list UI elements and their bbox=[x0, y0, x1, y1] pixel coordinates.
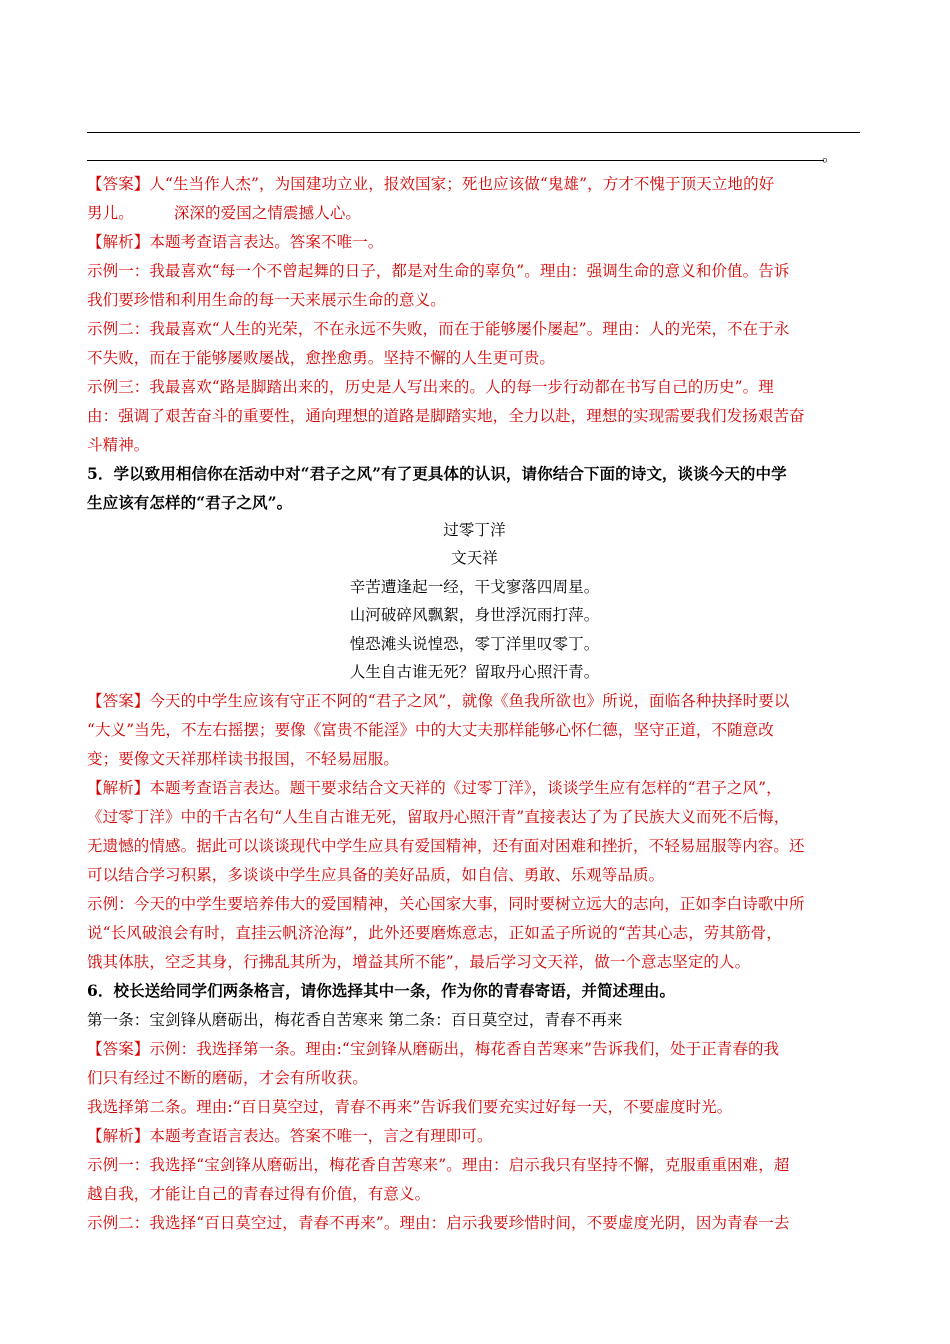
q5-answer-line-3: 变；要像文天祥那样读书报国，不轻易屈服。 bbox=[87, 750, 400, 768]
q6-example-1-line-1: 示例一：我选择“宝剑锋从磨砺出，梅花香自苦寒来”。理由：启示我只有坚持不懈，克服重重困难，超 bbox=[87, 1156, 790, 1174]
poem-line-1: 辛苦遭逢起一经，干戈寥落四周星。 bbox=[349, 578, 600, 596]
analysis-text: 本题考查语言表达。答案不唯一，言之有理即可。 bbox=[149, 1127, 493, 1145]
q5-question-line-2: 生应该有怎样的“君子之风”。 bbox=[87, 493, 293, 512]
poem-line-4: 人生自古谁无死？留取丹心照汗青。 bbox=[349, 663, 600, 681]
analysis-label: 【解析】 bbox=[87, 779, 150, 797]
q4-example-3-line-1: 示例三：我最喜欢“路是脚踏出来的，历史是人写出来的。人的每一步行动都在书写自己的历史”。理 bbox=[87, 378, 774, 396]
analysis-text: 本题考查语言表达。题干要求结合文天祥的《过零丁洋》，谈谈学生应有怎样的“君子之风”， bbox=[149, 779, 782, 797]
q5-question-line-1: 5．学以致用相信你在活动中对“君子之风”有了更具体的认识，请你结合下面的诗文，谈谈今天的中学 bbox=[87, 464, 787, 483]
q4-example-2-line-1: 示例二：我最喜欢“人生的光荣，不在永远不失败，而在于能够屡仆屡起”。理由：人的光荣，不在于永 bbox=[87, 320, 790, 338]
poem-line-3: 惶恐滩头说惶恐，零丁洋里叹零丁。 bbox=[349, 635, 600, 653]
q5-analysis-line-4: 可以结合学习积累，多谈谈中学生应具备的美好品质，如自信、勇敢、乐观等品质。 bbox=[87, 866, 665, 884]
q6-example-1-line-2: 越自我，才能让自己的青春过得有价值，有意义。 bbox=[87, 1185, 431, 1203]
answer-text: 深深的爱国之情震撼人心。 bbox=[173, 204, 362, 222]
q4-answer-line-2 bbox=[87, 203, 862, 223]
q6-analysis-line bbox=[87, 1126, 862, 1146]
analysis-text: 本题考查语言表达。答案不唯一。 bbox=[149, 233, 384, 251]
q6-answer-line-1 bbox=[87, 1039, 862, 1059]
analysis-label: 【解析】 bbox=[87, 1127, 150, 1145]
q4-example-3-line-2: 由：强调了艰苦奋斗的重要性，通向理想的道路是脚踏实地，全力以赴，理想的实现需要我们发扬艰苦奋 bbox=[87, 407, 805, 425]
analysis-label: 【解析】 bbox=[87, 233, 150, 251]
q5-example-line-2: 说“长风破浪会有时，直挂云帆济沧海”，此外还要磨炼意志，正如孟子所说的“苦其心志，劳其筋骨， bbox=[87, 924, 782, 942]
q6-answer-line-2: 们只有经过不断的磨砺，才会有所收获。 bbox=[87, 1069, 368, 1087]
answer-label: 【答案】 bbox=[87, 175, 150, 193]
q6-question: 6．校长送给同学们两条格言，请你选择其中一条，作为你的青春寄语，并简述理由。 bbox=[87, 981, 676, 1000]
q6-options: 第一条：宝剑锋从磨砺出，梅花香自苦寒来 第二条：百日莫空过，青春不再来 bbox=[87, 1011, 623, 1029]
q4-example-1-line-1: 示例一：我最喜欢“每一个不曾起舞的日子，都是对生命的辜负”。理由：强调生命的意义和价值。告诉 bbox=[87, 262, 790, 280]
q5-example-line-1: 示例：今天的中学生要培养伟大的爱国精神，关心国家大事，同时要树立远大的志向，正如李白诗歌中所 bbox=[87, 895, 805, 913]
answer-text: 人“生当作人杰”，为国建功立业，报效国家；死也应该做“鬼雄”，方才不愧于顶天立地的好 bbox=[149, 175, 775, 193]
q5-analysis-line-3: 无遗憾的情感。据此可以谈谈现代中学生应具有爱国精神，还有面对困难和挫折，不轻易屈服等内容。还 bbox=[87, 837, 805, 855]
poem-author: 文天祥 bbox=[451, 549, 498, 567]
answer-text: 示例：我选择第一条。理由:“宝剑锋从磨砺出，梅花香自苦寒来”告诉我们，处于正青春的我 bbox=[149, 1040, 780, 1058]
poem-title: 过零丁洋 bbox=[443, 521, 506, 539]
q5-example-line-3: 饿其体肤，空乏其身，行拂乱其所为，增益其所不能”，最后学习文天祥，做一个意志坚定的人。 bbox=[87, 953, 751, 971]
q6-answer-line-3: 我选择第二条。理由:“百日莫空过，青春不再来”告诉我们要充实过好每一天，不要虚度时光。 bbox=[87, 1098, 733, 1116]
answer-text: 今天的中学生应该有守正不阿的“君子之风”，就像《鱼我所欲也》所说，面临各种抉择时要以 bbox=[149, 692, 790, 710]
blank-end-mark: 。 bbox=[822, 147, 838, 165]
q4-example-2-line-2: 不失败，而在于能够屡败屡战，愈挫愈勇。坚持不懈的人生更可贵。 bbox=[87, 349, 556, 367]
q5-analysis-line-1 bbox=[87, 778, 862, 798]
blank-answer-line-2 bbox=[87, 160, 824, 161]
answer-label: 【答案】 bbox=[87, 692, 150, 710]
q5-answer-line-1 bbox=[87, 691, 862, 711]
q4-example-3-line-3: 斗精神。 bbox=[87, 436, 150, 454]
q5-analysis-line-2: 《过零丁洋》中的千古名句“人生自古谁无死，留取丹心照汗青”直接表达了为了民族大义而死不后悔， bbox=[87, 808, 790, 826]
blank-answer-line-1 bbox=[87, 132, 860, 133]
q4-example-1-line-2: 我们要珍惜和利用生命的每一天来展示生命的意义。 bbox=[87, 291, 446, 309]
answer-text: 男儿。 bbox=[87, 204, 134, 222]
poem-line-2: 山河破碎风飘絮，身世浮沉雨打萍。 bbox=[349, 606, 600, 624]
q4-answer-line-1 bbox=[87, 174, 862, 194]
answer-label: 【答案】 bbox=[87, 1040, 150, 1058]
q4-analysis-line bbox=[87, 232, 862, 252]
q5-answer-line-2: “大义”当先，不左右摇摆；要像《富贵不能淫》中的大丈夫那样能够心怀仁德，坚守正道，不随意改 bbox=[87, 721, 774, 739]
q6-example-2-line-1: 示例二：我选择“百日莫空过，青春不再来”。理由：启示我要珍惜时间，不要虚度光阴，因为青春一去 bbox=[87, 1214, 790, 1232]
